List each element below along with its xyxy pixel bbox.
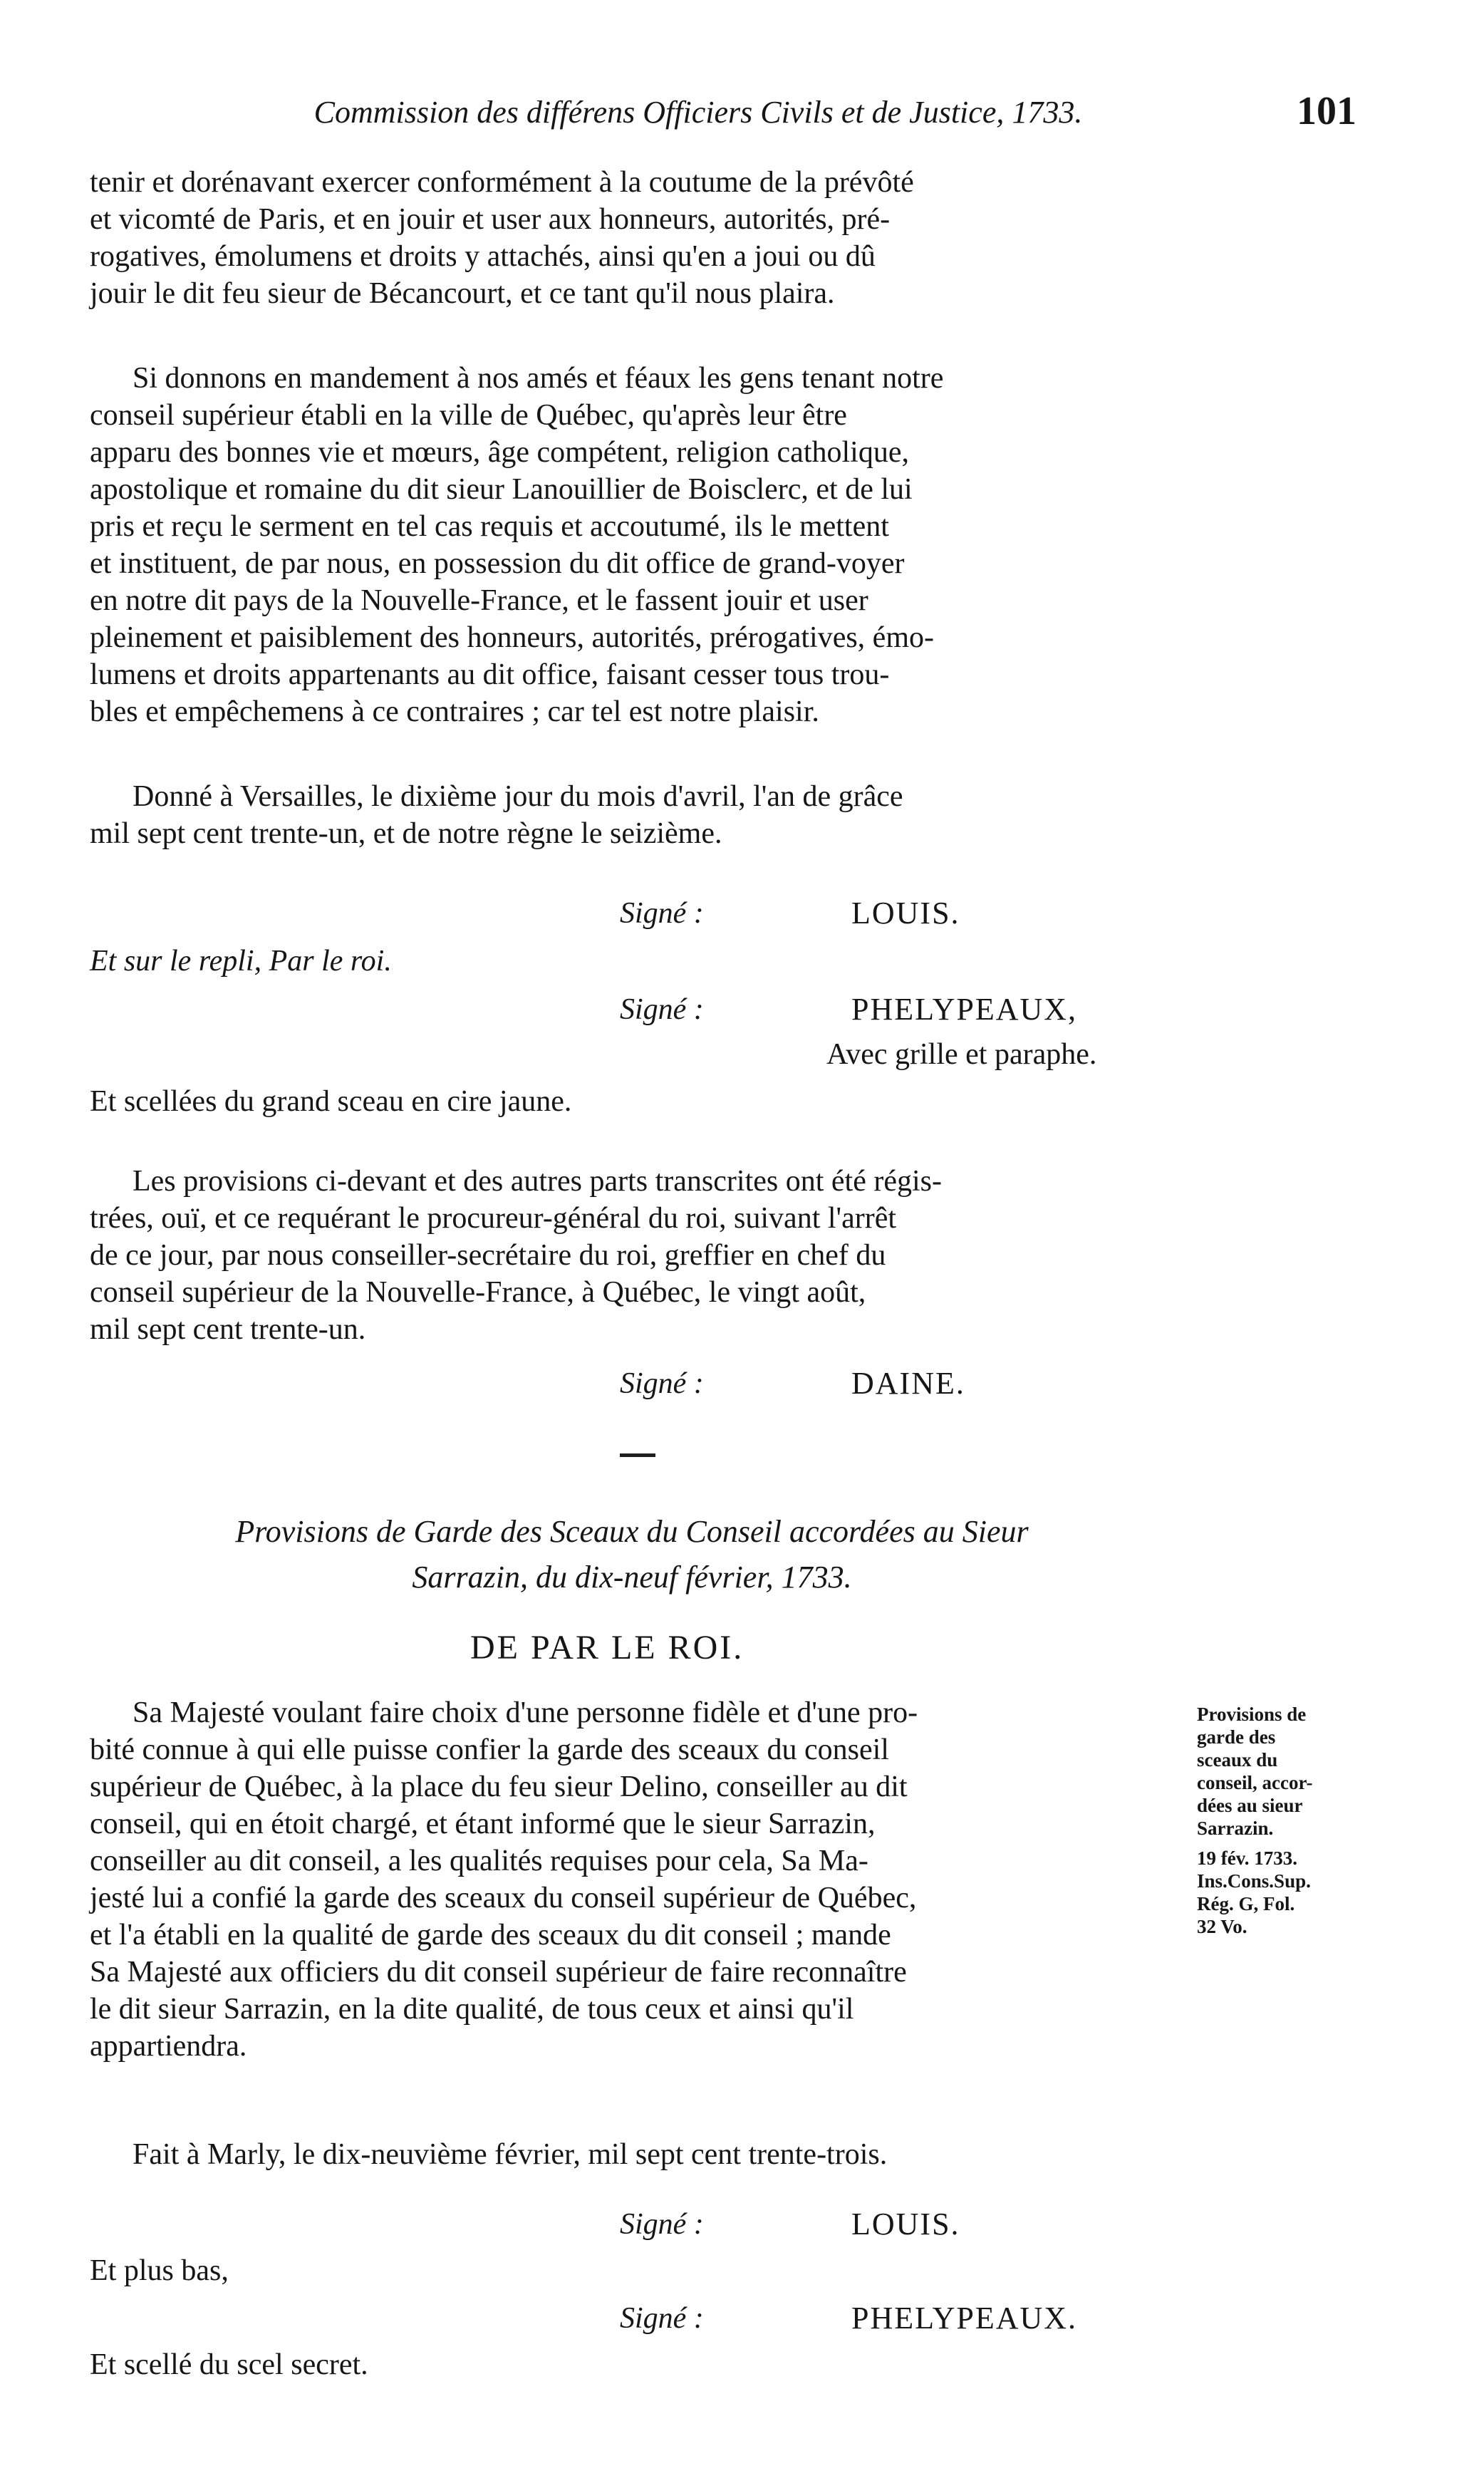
text-line: apostolique et romaine du dit sieur Lanouillier de Boisclerc, et de lui — [90, 473, 913, 506]
signed-label: Signé : — [620, 1367, 704, 1400]
grille-note: Avec grille et paraphe. — [826, 1038, 1097, 1071]
text-line: conseil supérieur de la Nouvelle-France, à Québec, le vingt août, — [90, 1276, 866, 1309]
paragraph-1 — [90, 164, 1174, 312]
text-line: et instituent, de par nous, en possession du dit office de grand-voyer — [90, 547, 905, 580]
signature-name: DAINE. — [851, 1366, 965, 1401]
text-line: rogatives, émolumens et droits y attachés, ainsi qu'en a joui ou dû — [90, 240, 876, 273]
section-separator — [620, 1453, 655, 1457]
text-line: mil sept cent trente-un. — [90, 1313, 366, 1346]
text-line: Si donnons en mandement à nos amés et féaux les gens tenant notre — [133, 362, 944, 395]
text-line: mil sept cent trente-un, et de notre règne le seizième. — [90, 817, 722, 850]
text-line: pris et reçu le serment en tel cas requis et accoutumé, ils le mettent — [90, 510, 889, 543]
text-line: en notre dit pays de la Nouvelle-France, et le fassent jouir et user — [90, 584, 868, 617]
seal-note: Et scellées du grand sceau en cire jaune. — [90, 1085, 572, 1118]
text-line: conseiller au dit conseil, a les qualités requises pour cela, Sa Ma- — [90, 1845, 868, 1877]
signature-name: PHELYPEAUX, — [851, 992, 1078, 1027]
margin-note-line: conseil, accor- — [1197, 1772, 1313, 1793]
text-line: jesté lui a confié la garde des sceaux du conseil supérieur de Québec, — [90, 1882, 917, 1914]
text-line: apparu des bonnes vie et mœurs, âge compétent, religion catholique, — [90, 436, 909, 469]
margin-note-line: sceaux du — [1197, 1749, 1278, 1771]
section-title-line: Sarrazin, du dix-neuf février, 1733. — [412, 1560, 852, 1595]
decree-heading: DE PAR LE ROI. — [470, 1629, 744, 1667]
text-line: pleinement et paisiblement des honneurs, autorités, prérogatives, émo- — [90, 621, 934, 654]
paragraph-4 — [90, 1163, 1174, 1348]
margin-note-line: Rég. G, Fol. — [1197, 1893, 1295, 1914]
margin-note-line: Provisions de — [1197, 1704, 1307, 1725]
running-title: Commission des différens Officiers Civils et de Justice, 1733. — [313, 95, 1083, 130]
seal-note: Et scellé du scel secret. — [90, 2348, 368, 2381]
margin-note-line: 32 Vo. — [1197, 1916, 1247, 1937]
paragraph-3 — [90, 778, 1174, 852]
signature-name: LOUIS. — [851, 2207, 960, 2241]
repli-note: Et sur le repli, Par le roi. — [90, 945, 392, 978]
text-line: supérieur de Québec, à la place du feu sieur Delino, conseiller au dit — [90, 1771, 908, 1803]
text-line: bité connue à qui elle puisse confier la garde des sceaux du conseil — [90, 1733, 889, 1766]
paragraph-2 — [90, 360, 1174, 730]
margin-note-line: dées au sieur — [1197, 1795, 1303, 1816]
margin-note-line: garde des — [1197, 1726, 1276, 1748]
text-line: Sa Majesté voulant faire choix d'une personne fidèle et d'une pro- — [133, 1696, 918, 1729]
margin-note-line: Sarrazin. — [1197, 1818, 1274, 1839]
text-line: conseil supérieur établi en la ville de Québec, qu'après leur être — [90, 399, 847, 432]
text-line: conseil, qui en étoit chargé, et étant informé que le sieur Sarrazin, — [90, 1808, 876, 1840]
plus-bas-note: Et plus bas, — [90, 2254, 229, 2287]
text-line: appartiendra. — [90, 2030, 247, 2063]
text-line: lumens et droits appartenants au dit office, faisant cesser tous trou- — [90, 658, 890, 691]
text-line: et vicomté de Paris, et en jouir et user aux honneurs, autorités, pré- — [90, 203, 891, 236]
text-line: Sa Majesté aux officiers du dit conseil supérieur de faire reconnaître — [90, 1956, 907, 1989]
page-number: 101 — [1297, 89, 1356, 133]
margin-note-line: Ins.Cons.Sup. — [1197, 1870, 1311, 1892]
text-line: jouir le dit feu sieur de Bécancourt, et ce tant qu'il nous plaira. — [90, 277, 835, 310]
signature-name: LOUIS. — [851, 896, 960, 931]
text-line: Donné à Versailles, le dixième jour du mois d'avril, l'an de grâce — [133, 780, 903, 813]
margin-note-line: 19 fév. 1733. — [1197, 1847, 1297, 1869]
signed-label: Signé : — [620, 993, 704, 1026]
text-line: Les provisions ci-devant et des autres parts transcrites ont été régis- — [133, 1165, 942, 1198]
text-line: bles et empêchemens à ce contraires ; car tel est notre plaisir. — [90, 695, 819, 728]
text-line: tenir et dorénavant exercer conformément à la coutume de la prévôté — [90, 166, 914, 199]
section-title-line: Provisions de Garde des Sceaux du Conseil accordées au Sieur — [235, 1514, 1029, 1549]
paragraph-6 — [90, 2136, 1174, 2173]
margin-note — [1197, 1703, 1411, 1938]
section-title — [90, 1509, 1174, 1600]
text-line: Fait à Marly, le dix-neuvième février, mil sept cent trente-trois. — [133, 2138, 888, 2171]
signed-label: Signé : — [620, 897, 704, 930]
signed-label: Signé : — [620, 2208, 704, 2241]
paragraph-5 — [90, 1694, 1173, 2065]
text-line: trées, ouï, et ce requérant le procureur-général du roi, suivant l'arrêt — [90, 1202, 897, 1235]
text-line: et l'a établi en la qualité de garde des sceaux du dit conseil ; mande — [90, 1919, 891, 1951]
text-line: de ce jour, par nous conseiller-secrétaire du roi, greffier en chef du — [90, 1239, 886, 1272]
signature-name: PHELYPEAUX. — [851, 2301, 1078, 2336]
text-line: le dit sieur Sarrazin, en la dite qualité, de tous ceux et ainsi qu'il — [90, 1993, 854, 2026]
signed-label: Signé : — [620, 2302, 704, 2335]
